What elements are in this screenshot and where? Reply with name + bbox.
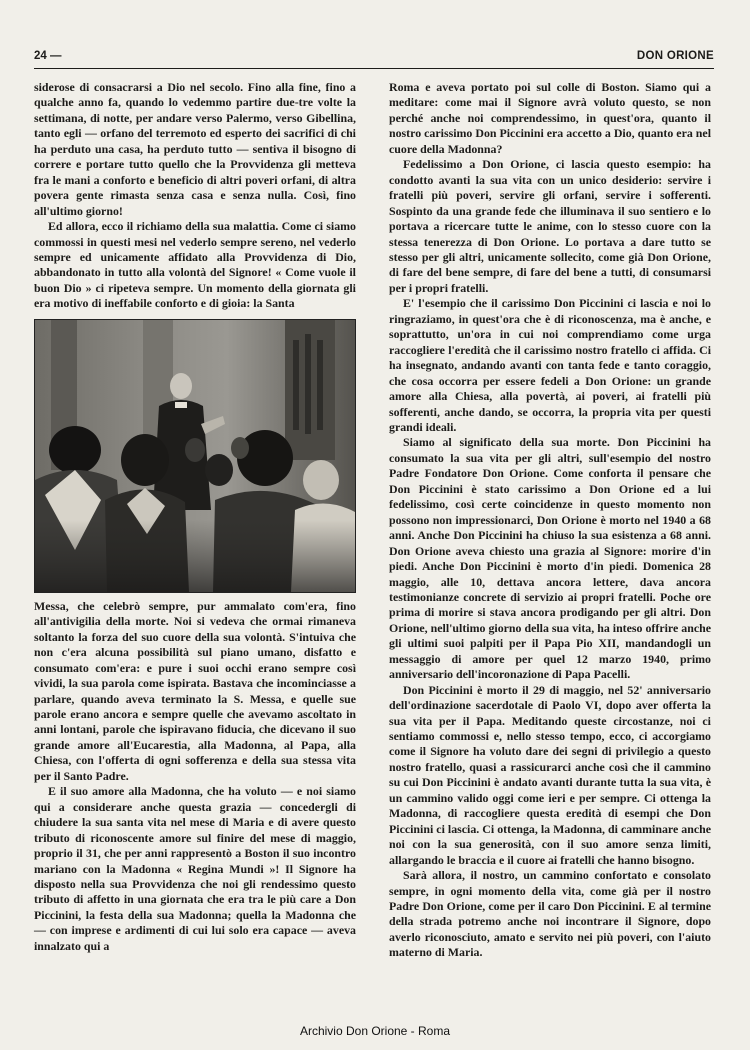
magazine-title: DON ORIONE bbox=[636, 50, 714, 62]
paragraph: Sarà allora, il nostro, un cammino confortato e consolato sempre, in ogni momento della vita, come già per il nostro Padre Don Orione, come per il caro Don Piccinini. E al termine della strada potremo anche noi incontrare il Signore, dopo averlo riconosciuto, amato e servito nei più poveri, con l'aiuto materno di Maria. bbox=[389, 868, 711, 960]
page-header bbox=[34, 46, 714, 68]
paragraph: E' l'esempio che il carissimo Don Piccinini ci lascia e noi lo ringraziamo, in quest'ora che è di riconoscenza, ma è anche, e soprattutto, un'ora in cui noi comprendiamo come urga raccogliere l'eredità che il carissimo nostro fratello ci affida. Ci ha insegnato, andando avanti con tanta fede e tanto coraggio, che cosa occorra per essere fedeli a Don Orione: un grande amore alla Chiesa, alla povertà, ai poveri, ai fratelli più sofferenti, anche dando, se occorra, la propria vita per questi grandi ideali. bbox=[389, 296, 711, 434]
paragraph: Siamo al significato della sua morte. Don Piccinini ha consumato la sua vita per gli altri, sull'esempio del nostro Padre Fondatore Don Orione. Come conforta il pensare che Don Piccinini è stato carissimo a Don Orione ed a lui fedelissimo, così certe coincidenze in questo momento non possono non impressionarci, Don Orione è morto nel 1940 a 68 anni. Anche Don Piccinini ha chiuso la sua esistenza a 68 anni. Don Orione aveva chiesto una grazia al Signore: morire d'in piedi. Anche Don Piccinini è morto d'in piedi. Domenica 28 maggio, alle 10, dettava ancora lettere, dava ancora testimonianze concrete di servizio ai propri fratelli. Poche ore prima di morire si stava ancora prodigando per gli altri. Don Orione, nell'ultimo giorno della sua vita, ha inteso offrire anche gli ultimi suoi palpiti per il Papa Pio XII, mandandogli un messaggio di amore per quel 12 marzo 1940, primo anniversario dell'incoronazione di Papa Pacelli. bbox=[389, 435, 711, 682]
paragraph: Fedelissimo a Don Orione, ci lascia questo esempio: ha condotto avanti la sua vita con un unico desiderio: servire i fratelli più poveri, servire gli orfani, servire i sofferenti. Sospinto da una grande fede che illuminava il suo sentiero e lo portava a ricercare tutte le anime, con lo stesso cuore con la stessa tenerezza di Don Orione. Lo portava a dare tutto se stesso per gli altri, unicamente sollecito, come già Don Orione, di fare del bene sempre, di fare del bene a tutti, di consumarsi per i propri fratelli. bbox=[389, 157, 711, 295]
page-number: 24 — bbox=[34, 50, 62, 62]
header-rule bbox=[34, 68, 714, 69]
archive-footer: Archivio Don Orione - Roma bbox=[299, 1024, 451, 1038]
paragraph: siderose di consacrarsi a Dio nel secolo. Fino alla fine, fino a qualche anno fa, quando lo vedemmo partire due-tre volte la settimana, di notte, per andare verso Palermo, verso Gibellina, tanto egli — orfano del terremoto ed esperto dei sacrifici di chi ha perduto una casa, ha perduto tutto — sentiva il bisogno di correre e portare tutto quello che la Provvidenza gli metteva fra le mani a conforto e beneficio di altri poveri orfani, di altra povera gente rimasta senza casa e senza nulla. Così, fino all'ultimo giorno! bbox=[34, 80, 356, 218]
paragraph: Messa, che celebrò sempre, pur ammalato com'era, fino all'antivigilia della morte. Noi si vedeva che ormai rimaneva soltanto la forza del suo cuore della sua volontà. S'intuiva che non c'era alcuna possibilità sul piano umano, disfatto e consumato com'era: e pure i suoi occhi erano sempre così vividi, la sua parola come ispirata. Bastava che incominciasse a parlare, quando aveva terminato la S. Messa, e quelle sue parole erano ancora e sempre quelle che avevamo ascoltato in anni lontani, parole che ispiravano fiducia, che dicevano il suo grande amore all'Eucarestia, alla Madonna, al Papa, alla Chiesa, con l'offerta di ogni sofferenza e della sua stessa vita per il Santo Padre. bbox=[34, 598, 356, 783]
right-column bbox=[389, 80, 711, 961]
photograph bbox=[34, 319, 356, 593]
paragraph: Ed allora, ecco il richiamo della sua malattia. Come ci siamo commossi in questi mesi nel vederlo sempre sereno, nel vederlo sempre ed unicamente affidato alla Provvidenza di Dio, abbandonato in tutto alla volontà del Signore! « Come vuole il buon Dio » ci ripeteva sempre. Un momento della giornata gli era motivo di ineffabile conforto e di gioia: la Santa bbox=[34, 219, 356, 311]
paragraph: E il suo amore alla Madonna, che ha voluto — e noi siamo qui a considerare anche questa grazia — concedergli di chiudere la sua santa vita nel mese di Maria e di avere questo tributo di riconoscente amore sul finire del mese di maggio, proprio il 31, che per anni rappresentò a Boston il suo incontro mariano con la Madonna « Regina Mundi »! Il Signore ha disposto nella sua Provvidenza che noi gli rendessimo questo tributo di affetto in una giornata che era tra le più care a Don Piccinini, la festa della sua Madonna; quella la Madonna che — con imprese e ardimenti di cui lui solo era capace — aveva innalzato qui a bbox=[34, 784, 356, 953]
photo-priest-with-boys bbox=[35, 320, 355, 592]
paragraph: Roma e aveva portato poi sul colle di Boston. Siamo qui a meditare: come mai il Signore avrà voluto questo, se non perché anche noi comprendessimo, in quest'ora, quanto il nostro carissimo Don Piccinini era accetto a Dio, quanto era nel cuore della Madonna? bbox=[389, 80, 711, 156]
left-column bbox=[34, 80, 356, 954]
paragraph: Don Piccinini è morto il 29 di maggio, nel 52' anniversario dell'ordinazione sacerdotale di Paolo VI, dopo aver offerta la sua vita per il Papa. Meditando queste circostanze, noi ci sentiamo commossi e, nello stesso tempo, ecco, ci accorgiamo come il Signore ha voluto dare dei segni di privilegio a questo nostro fratello, quasi a rassicurarci anche così che il cammino su cui Don Piccinini è andato avanti durante tutta la sua vita, è un cammino valido oggi come ieri e per sempre. Ci ottenga la Madonna, di raccogliere questa eredità di esempi che Don Piccinini ci lascia. Ci ottenga, la Madonna, di camminare anche noi con la sua generosità, con il suo amore senza limiti, allargando le braccia e il cuore ai fratelli che hanno bisogno. bbox=[389, 682, 711, 867]
